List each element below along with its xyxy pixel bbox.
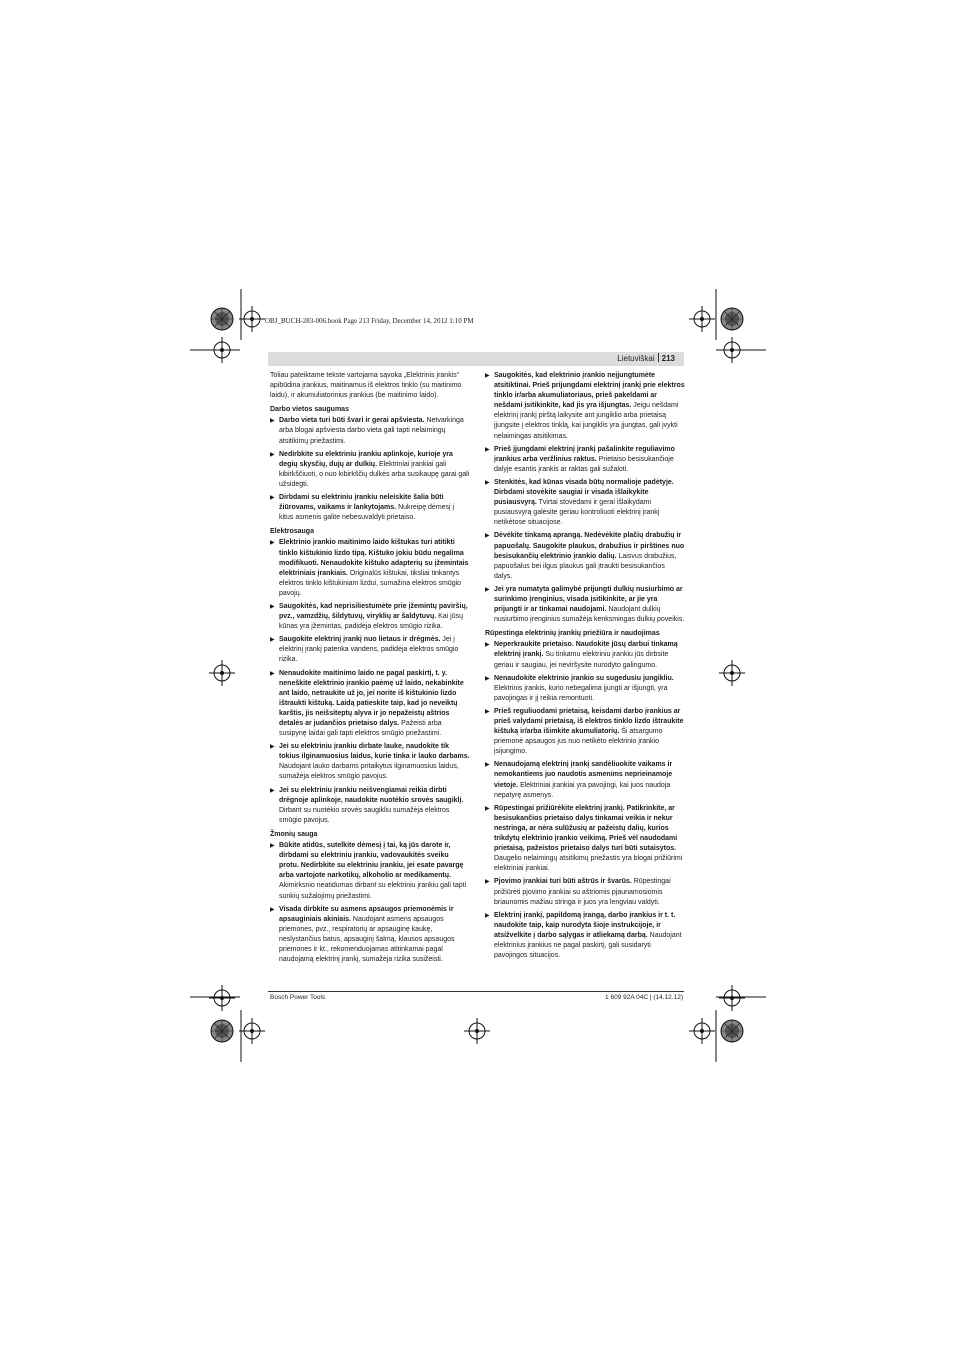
bullet-arrow-icon: ▶ (485, 642, 490, 649)
bullet-arrow-icon: ▶ (270, 603, 275, 610)
safety-item (270, 602, 470, 632)
item-body-text: Rūpestingai prižiūrėti pjovimo įrankiai su aštriomis pjaunamosiomis briaunomis mažiau stringa ir juos yra lengviau valdyti. (494, 878, 671, 906)
item-bold-text: Saugokite elektrinį įrankį nuo lietaus ir drėgmės. (279, 636, 441, 644)
item-body-text: Prietaiso besisukančioje dalyje esantis įrankis ar raktas gali sužaloti. (494, 455, 674, 473)
item-bold-text: Nenaudokite maitinimo laido ne pagal paskirtį, t. y. neneškite elektrinio įrankio paėmę už laido, nekabinkite ant laido, netraukite už jo, jei norite iš kištukinio lizdo ištraukti kištuką. Laidą patieskite taip, kad jo neveiktų karštis, jis neišsiteptų alyva ir jo nepažeistų aštrios detalės ar judančios prietaiso dalys. (279, 669, 464, 727)
bullet-arrow-icon: ▶ (485, 373, 490, 379)
safety-item (485, 585, 685, 625)
safety-item (485, 371, 685, 442)
item-bold-text: Jei yra numatyta galimybė prijungti dulkių nusiurbimo ar surinkimo įrenginius, visada įsitikinkite, ar jie yra prijungti ir ar tinkamai naudojami. (494, 585, 683, 614)
safety-item (485, 707, 685, 757)
item-bold-text: Saugokitės, kad elektrinio įrankio neįjungtumėte atsitiktinai. Prieš prijungdami elektrinį įrankį prie elektros tinklo ir/arba akumuliatoriaus, prieš pakeldami ar nešdami įsitikinkite, kad jis yra išjungtas. (494, 372, 685, 410)
safety-item (270, 416, 470, 446)
page-number: 213 (661, 354, 675, 363)
bullet-arrow-icon: ▶ (485, 762, 490, 769)
footer-rule (268, 991, 684, 992)
bullet-arrow-icon: ▶ (270, 744, 275, 751)
safety-item (485, 804, 685, 875)
bullet-arrow-icon: ▶ (485, 675, 490, 682)
bullet-arrow-icon: ▶ (270, 418, 275, 425)
safety-item (270, 905, 470, 966)
intro-paragraph: Toliau pateiktame tekste vartojama sąvoka „Elektrinis įrankis“ apibūdina įrankius, maitinamus iš elektros tinklo (su maitinimo laidu), ir akumuliatorinius įrankius (be maitinimo laido). (270, 372, 462, 400)
bullet-arrow-icon: ▶ (485, 708, 490, 715)
safety-item (485, 760, 685, 800)
print-slug-line: OBJ_BUCH-283-006.book Page 213 Friday, December 14, 2012 1:10 PM (265, 317, 474, 325)
item-bold-text: Būkite atidūs, sutelkite dėmesį į tai, ką jūs darote ir, dirbdami su elektriniu įrankiu, vadovaukitės sveiku protu. Nedirbkite su elektriniu įrankiu, jei esate pavargę arba vartojote narkotikų, alkoholio ar medikamentų. (279, 842, 464, 880)
item-body-text: Elektriniai įrankiai yra pavojingi, kai juos naudoja nepatyrę asmenys. (494, 781, 671, 799)
bullet-arrow-icon: ▶ (270, 495, 275, 502)
item-bold-text: Nenaudokite elektrinio įrankio su sugedusiu jungikliu. (494, 674, 674, 682)
item-body-text: Jei į elektrinį įrankį patenka vandens, padidėja elektros smūgio rizika. (279, 636, 459, 664)
safety-item (270, 538, 470, 599)
item-bold-text: Saugokitės, kad neprisiliestumėte prie įžemintų paviršių, pvz., vamzdžių, šildytuvų, viryklių ar šaldytuvų. (279, 602, 468, 621)
safety-item (485, 640, 685, 670)
bullet-arrow-icon: ▶ (485, 479, 490, 486)
item-bold-text: Prieš reguliuodami prietaisą, keisdami darbo įrankius ar prieš valydami prietaisą, iš elektros tinklo lizdo ištraukite kištuką ir/arba išimkite akumuliatorių. (494, 707, 684, 736)
section-heading: Žmonių sauga (270, 830, 318, 838)
bullet-arrow-icon: ▶ (485, 912, 490, 919)
bullet-arrow-icon: ▶ (270, 451, 275, 458)
item-bold-text: Nedirbkite su elektriniu įrankiu aplinkoje, kurioje yra degių skysčių, dujų ar dulkių. (279, 450, 453, 468)
bullet-arrow-icon: ▶ (485, 879, 490, 886)
safety-item (270, 841, 470, 902)
item-bold-text: Dėvėkite tinkamą aprangą. Nedėvėkite plačių drabužių ir papuošalų. Saugokite plaukus, drabužius ir pirštines nuo besisukančių elektrinio įrankio dalių. (494, 532, 685, 560)
item-body-text: Elektrinis įrankis, kurio nebegalima įjungti ar išjungti, yra pavojingas ir jį reikia remontuoti. (494, 684, 668, 702)
bullet-arrow-icon: ▶ (485, 533, 490, 540)
bullet-arrow-icon: ▶ (485, 805, 490, 812)
item-body-text: Naudojant lauko darbams pritaikytus ilginamuosius laidus, sumažėja elektros smūgio pavojus. (279, 763, 459, 781)
bullet-arrow-icon: ▶ (485, 586, 490, 593)
bullet-arrow-icon: ▶ (270, 906, 275, 913)
safety-item (270, 669, 470, 740)
footer-doc-code: 1 609 92A 04C | (14.12.12) (605, 994, 683, 1001)
item-bold-text: Stenkitės, kad kūnas visada būtų normalioje padėtyje. Dirbdami stovėkite saugiai ir visada išlaikykite pusiausvyrą. (494, 478, 674, 507)
safety-item (485, 478, 685, 528)
item-body-text: Tvirtai stovėdami ir gerai išlaikydami pusiausvyrą galėsite geriau kontroliuoti elektrinį įrankį netikėtose situacijose. (494, 499, 660, 527)
item-body-text: Naudojant elektrinius įrankius ne pagal paskirtį, gali susidaryti pavojingos situacijos. (494, 931, 682, 960)
header-label (617, 353, 675, 363)
item-body-text: Ši atsargumo priemonė apsaugos jus nuo netikėto elektrinio įrankio įsijungimo. (494, 728, 663, 756)
safety-item (485, 877, 685, 907)
bullet-arrow-icon: ▶ (270, 540, 275, 547)
item-body-text: Netvarkinga arba blogai apšviesta darbo vieta gali tapti nelaimingų atsitikimų priežastimi. (279, 417, 464, 445)
section-heading: Elektrosauga (270, 528, 314, 536)
item-body-text: Kai jūsų kūnas yra įžemintas, padidėja elektros smūgio rizika. (279, 613, 464, 631)
item-bold-text: Pjovimo įrankiai turi būti aštrūs ir švarūs. (494, 878, 632, 886)
item-body-text: Naudojant dulkių nusiurbimo įrenginius sumažėja kenksmingas dulkių poveikis. (494, 606, 685, 624)
item-bold-text: Elektrinio įrankio maitinimo laido kištukas turi atitikti tinklo kištukinio lizdo tipą. Kištuko jokiu būdu negalima modifikuoti. Nenaudokite kištuko adapterių su įžemintais elektriniais įrankiais. (279, 539, 469, 577)
footer-brand: Bosch Power Tools (270, 994, 326, 1001)
item-bold-text: Neperkraukite prietaiso. Naudokite jūsų darbui tinkamą elektrinį įrankį. (494, 641, 678, 659)
safety-item (485, 445, 685, 475)
item-bold-text: Nenaudojamą elektrinį įrankį sandėliuokite vaikams ir nemokantiems juo naudotis asmenims neprieinamoje vietoje. (494, 761, 673, 789)
item-body-text: Originalūs kištukai, tiksliai tinkantys elektros tinklo kištukiniam lizdui, sumažina elektros smūgio pavojų. (279, 569, 462, 597)
item-body-text: Daugelio nelaimingų atsitikimų priežastis yra blogai prižiūrimi elektriniai įrankiai. (494, 855, 683, 873)
item-body-text: Elektriniai įrankiai gali kibirkščiuoti, o nuo kibirkščių dulkės arba susikaupę garai gali užsidegti. (279, 460, 470, 488)
item-bold-text: Rūpestingai prižiūrėkite elektrinį įrankį. Patikrinkite, ar besisukančios prietaiso dalys tinkamai veikia ir nekur nestringa, ar nėra sulūžusių ar pažeistų dalių, kurios trikdytų elektrinio įrankio veikimą. Prieš vėl naudodami prietaisą, pažeistos prietaiso dalys turi būti sutaisytos. (494, 804, 678, 853)
right-column (485, 371, 685, 964)
bullet-arrow-icon: ▶ (270, 787, 275, 794)
item-bold-text: Jei su elektriniu įrankiu neišvengiamai reikia dirbti drėgnoje aplinkoje, naudokite nuotėkio srovės saugiklį. (279, 786, 464, 804)
section-heading: Darbo vietos saugumas (270, 406, 349, 414)
safety-item (485, 911, 685, 961)
item-bold-text: Darbo vieta turi būti švari ir gerai apšviesta. (279, 417, 425, 425)
safety-item (485, 531, 685, 581)
section-heading: Rūpestinga elektrinių įrankių priežiūra ir naudojimas (485, 630, 660, 638)
bullet-arrow-icon: ▶ (270, 843, 275, 850)
item-body-text: Jeigu nešdami elektrinį įrankį pirštą laikysite ant jungiklio arba prietaisą įjungsite į elektros tinklą, kai jungiklis yra įjungtas, gali įvykti nelaimingas atsitikimas. (494, 402, 679, 440)
item-body-text: Dirbant su nuotėkio srovės saugikliu sumažėja elektros smūgio pavojus. (279, 806, 450, 824)
item-body-text: Nukreipę dėmesį į kitus asmenis galite nebesuvaldyti prietaiso. (279, 504, 455, 522)
item-body-text: Naudojant asmens apsaugos priemones, pvz., respiratorių ar apsauginę kaukę, neslystančius batus, apsauginį šalmą, klausos apsaugos priemones ir kt., rekomenduojamas atitinkamai pagal naudojamą elektrinį įrankį, sumažėja rizika susižeisti. (279, 915, 455, 964)
item-bold-text: Visada dirbkite su asmens apsaugos priemonėmis ir apsauginiais akiniais. (279, 905, 454, 923)
item-body-text: Laisvus drabužius, papuošalus bei ilgus plaukus gali įtraukti besisukančios dalys. (494, 552, 677, 580)
item-bold-text: Jei su elektriniu įrankiu dirbate lauke, naudokite tik tokius ilginamuosius laidus, kurie tinka ir lauko darbams. (279, 743, 470, 761)
bullet-arrow-icon: ▶ (270, 637, 275, 644)
header-language: Lietuviškai (617, 354, 655, 363)
item-body-text: Pažeisti arba susipynę laidai gali tapti elektros smūgio priežastimi. (279, 720, 442, 738)
page-header (268, 352, 684, 366)
bullet-arrow-icon: ▶ (270, 670, 275, 677)
item-bold-text: Dirbdami su elektriniu įrankiu neleiskite šalia būti žiūrovams, vaikams ir lankytojams. (279, 494, 444, 512)
item-bold-text: Prieš įjungdami elektrinį įrankį pašalinkite reguliavimo įrankius arba veržlinius raktus. (494, 445, 675, 463)
safety-item (270, 742, 470, 782)
safety-item (485, 674, 685, 704)
item-body-text: Akimirksnio neatidumas dirbant su elektriniu įrankiu gali tapti sunkių sužalojimų priežastimi. (279, 882, 467, 900)
left-column (270, 371, 470, 968)
safety-item (270, 450, 470, 490)
item-body-text: Su tinkamu elektriniu įrankiu jūs dirbsite geriau ir saugiau, jei neviršysite nurodyto galingumo. (494, 651, 669, 669)
safety-item (270, 635, 470, 665)
item-bold-text: Elektrinį įrankį, papildomą įrangą, darbo įrankius ir t. t. naudokite taip, kaip nurodyta šioje instrukcijoje, ir atsižvelkite į darbo sąlygas ir atliekamą darbą. (494, 911, 676, 939)
safety-item (270, 493, 470, 523)
bullet-arrow-icon: ▶ (485, 446, 490, 453)
safety-item (270, 786, 470, 826)
